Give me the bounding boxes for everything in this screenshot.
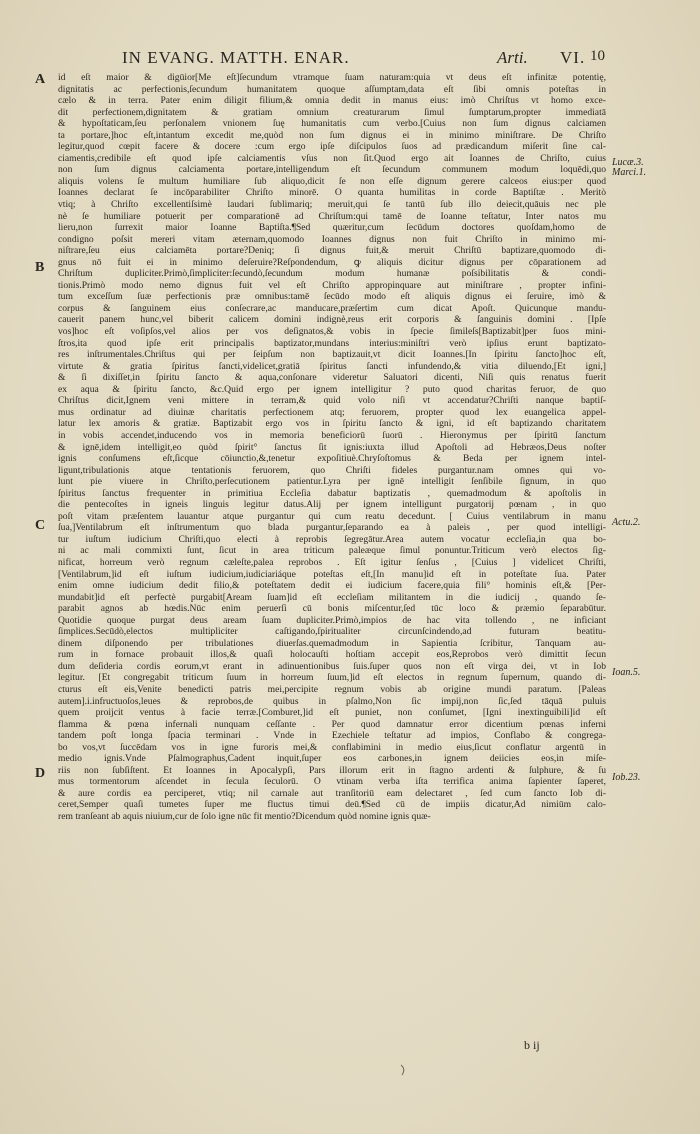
- text-line: id eſt maior & digūior[Me eſt]ſecundum vtramque ſuam naturam:quia vt deus eſt infinitæ potentię,: [58, 72, 606, 83]
- text-line: poſt vitam præſentem lauantur atque purgantur qui cum reatu decedunt. [ Cuius ventilabrum in manu: [58, 510, 606, 522]
- text-line: vos]hoc eſt voſipſos,vel alios per vos deſignatos,& vobis in ſpecie ſimileſs[Baptizabit]per ſuos mini-: [58, 326, 606, 338]
- text-line: mus ordinatur ad diuinæ charitatis perfectionem atq; feruorem, propter quod lex euangelica appel-: [58, 406, 606, 418]
- section-marker-d: D: [35, 766, 46, 781]
- text-line: cauerit panem hunc,vel biberit calicem domini indignè,reus erit corporis & ſanguinis domini . [Ipſe: [58, 314, 606, 326]
- text-line: nè ſe humiliare potuerit per comparationē ad Chriſtum:qui tamē de Ioanne teſtatur, Inter natos mu: [58, 210, 606, 222]
- text-line: parabit agnos ab hœdis.Nūc enim peruerſi cū bonis miſcentur,ſed tūc loco & præmio ſeparabūtur.: [58, 603, 606, 615]
- text-line: ſpiritus ſanctus frequenter in primitiua Eccleſia dabatur baptizatis , quemadmodum & apoſtolis in: [58, 487, 606, 499]
- text-line: res inſtrumentales.Chriſtus qui per ſeipſum non baptizauit,vt dicit Ioannes.[In ſpiritu ſancto]hoc eſt,: [58, 349, 606, 361]
- text-line: condigno poſsit mereri vitam æternam,quomodo Ioannes dignus non fuit Chriſto in minimo mi-: [58, 233, 606, 245]
- text-line: Quotidie quoque purgat deus aream ſuam dupliciter.Primò,impios de hac vita tollendo , ne inficiant: [58, 614, 606, 626]
- text-line: & ſi dixiſſet,in ſpiritu ſancto & aqua,conſonare videretur Saluatori dicenti, Niſi quis renatus fuerit: [58, 372, 606, 384]
- text-line: rem tranſeant ab aquis niuium,cur de ſolo igne nūc fit mentio?Dicendum quòd nomine ignis quæ-: [58, 811, 431, 822]
- text-line: bo vos,vt ſuccēdam vos in igne furoris mei,& conflabimini in medio eius,ſicut conflatur argentū in: [58, 741, 606, 753]
- text-line: latur lex amoris & gratiæ. Baptizabit ergo vos in ſpiritu ſancto & igni, id eſt baptizando charitatem: [58, 418, 606, 430]
- margin-reference: Ioan.5.: [612, 667, 641, 678]
- ink-mark: [398, 1063, 412, 1077]
- text-line: aliquis volens ſe multum humiliare ſub aliquo,dicit ſe non eſſe dignum gerere calceos eius:per quod: [58, 175, 606, 187]
- text-line: die pentecoſtes in igneis linguis legitur datus.Alij per ignem intelligunt purgatorij pœnam , in quo: [58, 499, 606, 511]
- text-line: ſua,]Ventilabrum eſt inſtrumentum quo blada purgantur,ſeparando ea à paleis , per quod intelligi-: [58, 522, 606, 534]
- text-line: mus tormentorum aſcendet in ſecula ſeculorū. O vtinam verba iſta terrifica anima ſapienter ſaperet,: [58, 776, 606, 788]
- text-line: quem proijcit ventus à facie terræ.[Comburet,]id eſt puniet, non conſumet, [Igni inextinguibili]id eſt: [58, 707, 606, 719]
- folio-number: 10: [590, 48, 605, 64]
- margin-reference: Marci.1.: [612, 167, 647, 178]
- text-line: rum in fornace probauit illos,& quaſi holocauſti hoſtiam accepit eos,Reprobos verò dimittit ſecun: [58, 649, 606, 661]
- text-line: enim omne iudicium dedit filio,& poteſtatem dedit ei iudicium facere,quia fili° hominis eſt,& [Per-: [58, 580, 606, 592]
- running-title: IN EVANG. MATTH. ENAR.: [122, 48, 350, 67]
- text-line: dignitatis ac perfectionis,ſecundum humanitatem quoque aſſumptam,data eſt ſibi omnis poteſtas in: [58, 83, 606, 95]
- text-line: ex aqua & ſpiritu ſancto, &c.Quid ergo per ignem intelligitur ? puto quod charitas feruor, de quo: [58, 383, 606, 395]
- text-line: niſtrare,ſeu eius calciamēta portare?Deniq; ſi dignus fuit,& meruit Chriſtū baptizare,quomodo di-: [58, 245, 606, 257]
- article-number: VI.: [560, 48, 586, 67]
- text-line: ceret,Semper quaſi tumetes ſuper me fluctus timui deū.¶Sed cū de impiis dicatur,Ad nimiūm calo-: [58, 799, 606, 811]
- text-line: legitur. [Et congregabit triticum ſuum in horreum ſuum,]id eſt electos in regnum ſupernum, quando di-: [58, 672, 606, 684]
- text-line: ſtros,ita quod ipſe erit principalis baptizator,mundans interius:miniſtri verò ipſius erunt baptizato-: [58, 337, 606, 349]
- article-label: Arti.: [497, 48, 528, 67]
- text-line: tur iuſtum iudicium Chriſti,quo electi à reprobis ſegregātur.Area autem vocatur eccleſia,in qua bo-: [58, 533, 606, 545]
- section-marker-c: C: [35, 518, 46, 533]
- text-line: ignis conſumens eſt,ſicque cōiunctio,&,tenetur expoſitiuè.Chryſoſtomus & Beda per ignem intel-: [58, 453, 606, 465]
- text-line: ta portare,]hoc eſt,intantum excedit me,quòd non ſum dignus ei in minimo miniſtrare. De Chriſto: [58, 129, 606, 141]
- commentary-text: [58, 72, 606, 823]
- text-line: [Ventilabrum,]id eſt iuſtum iudicium,iudiciariáque poteſtas eſt,[In manu]id eſt in poteſtate ſua. Pater: [58, 568, 606, 580]
- text-line: ciamentis,credibile eſt quod ipſe calciamentis vſus non ſit.Quod ergo ait Ioannes de Chriſto, cuius: [58, 152, 606, 164]
- text-line: ligunt,tribulationis atque tentationis feruorem, quo Chriſti fideles purgantur.nam omnes qui vo-: [58, 464, 606, 476]
- text-line: ni ac mali commixti ſunt, ſicut in area triticum paleæque ſimul ponuntur.Triticum verò electos ſig-: [58, 545, 606, 557]
- signature-mark: b ij: [524, 1038, 540, 1052]
- text-line: lieru,non ſurrexit maior Ioanne Baptiſta.¶Sed quæritur,cum ſecūdum doctores quoſdam,homo de: [58, 222, 606, 234]
- text-line: riis non ſubſiſtent. Et Ioannes in Apocalypſi, Pars illorum erit in ſtagno ardenti & ſulphure, & ſu: [58, 764, 606, 776]
- text-line: gnus nō fuit ei in minimo deſeruire?Reſpondendum, ꝙ aliquis dicitur dignus per cōparationem ad: [58, 256, 606, 268]
- text-line: mundabit]id eſt perfectè purgabit[Aream ſuam]id eſt eccleſiam militantem in die iudicij , quando ſe-: [58, 591, 606, 603]
- text-line: Chriſtus dicit,Ignem veni mittere in terram,& quid volo niſi vt accendatur?Chriſti nanque baptiſ-: [58, 395, 606, 407]
- text-line: medio ignis.Vnde Pſalmographus,Cadent inquit,ſuper eos carbones,in ignem deiicies eos,in miſe-: [58, 753, 606, 765]
- text-line: autem].i.infructuoſos,leues & reprobos,de quibus in pſalmo,Non ſic impij,non ſic,ſed tāquā puluis: [58, 695, 606, 707]
- text-line: corpus & ſanguinem eius conſecrare,ac manducare,præſertim cum dicat Apoſt. Quicunque mandu-: [58, 302, 606, 314]
- margin-reference: Lucæ.3.: [612, 157, 644, 168]
- text-line: nificat, horreum verò regnum cæleſte,palea reprobos . Eſt igitur ſenſus , [Cuius ] videlicet Chriſti,: [58, 556, 606, 568]
- page-header: [122, 48, 605, 70]
- text-line: dinem diſponendo per tribulationes diuerſas.quemadmodum in Sapientia ſcribitur, Tanquam au-: [58, 637, 606, 649]
- text-line: & ignē,idem intelligit,eo quòd ſpirit° ſanctus ſit ignis:iuxta illud Apoſtoli ad Hebræos,Deus noſter: [58, 441, 606, 453]
- text-line: legitur,quod cœpit facere & docere :cum ergo ipſe diſcipulos ſuos ad prædicandum miſerit ſine cal-: [58, 141, 606, 153]
- text-line: cturus eſt eis,Venite benedicti patris mei,percipite regnum vobis ab origine mundi paratum. [Paleas: [58, 683, 606, 695]
- text-line: tionis.Primò modo nemo dignus fuit vel eſt Chriſto appropinquare aut miniſtrare , propter infini-: [58, 279, 606, 291]
- text-line: vtiq; à Chriſto excellentiſsimè laudari ſublimariq; meruit,qui ſe tantū ſub illo deiecit,quāuis nec ple: [58, 199, 606, 211]
- text-line: cælo & in terra. Pater enim diligit filium,& omnia dedit in manus eius: imò Chriſtus vt homo exce-: [58, 95, 606, 107]
- text-line: & hypoſtaticam,ſeu perſonalem vnionem ſuę humanitatis cum verbo.[Cuius non ſum dignus calciamen: [58, 118, 606, 130]
- text-line: virtute & gratia ſpiritus ſancti,videlicet,gratiā ſpiritus ſancti infundendo,& vitia diluendo,[Et igni,]: [58, 360, 606, 372]
- text-line: tandem poſt longa ſpacia terminari . Vnde in Ezechiele teſtatur ad impios, Conflabo & congrega-: [58, 730, 606, 742]
- text-line: tum exceſſum ſuæ perfectionis præ omnibus:tamē ſecūdo modo eſt aliquis dignus ei ſeruire, imò &: [58, 291, 606, 303]
- margin-reference: Actu.2.: [612, 517, 641, 528]
- text-line: non ſum dignus calciamenta portare,intelligendum eſt ſecundum communem modum loquēdi,quo: [58, 164, 606, 176]
- text-line: ſimplices.Secūdò,electos multipliciter caſtigando,ſpiritualiter circunſcindendo,ad futuram beatitu-: [58, 626, 606, 638]
- text-line: Chriſtum dupliciter.Primò,ſimpliciter:ſecundò,ſecundum modum humanæ poſsibilitatis & condi-: [58, 268, 606, 280]
- text-line: in vobis accendet,inducendo vos in memoria beneficiorū ſuorū . Hieronymus per ſpiritū ſanctum: [58, 429, 606, 441]
- margin-reference: Iob.23.: [612, 772, 641, 783]
- text-line: Ioannes declarat ſe incōparabiliter Chriſto minorē. O quanta humilitas in corde Baptiſtæ . Meritò: [58, 187, 606, 199]
- text-line: dum deſideria cordis eorum,vt erant in adinuentionibus ſuis.ſuper quos non eſt virga dei, vt in Iob: [58, 660, 606, 672]
- section-marker-b: B: [35, 260, 45, 275]
- text-line: lunt pie viuere in Chriſto,perſecutionem patientur.Lyra per ignē intelligit ſenſibile ſignum, in quo: [58, 476, 606, 488]
- section-marker-a: A: [35, 72, 46, 87]
- text-line: dit perfectionem,dignitatem & gratiam omnium creaturarum ſimul ſumptarum,propter immediatā: [58, 106, 606, 118]
- text-line: flamma & pœna infernali nunquam ceſſante . Per quod damnatur error dicentium pœnas inferni: [58, 718, 606, 730]
- text-line: & aure cordis ea perciperet, vtiq; nil carnale aut tranſitoriū eam delectaret , ſed cum ſancto Iob di-: [58, 787, 606, 799]
